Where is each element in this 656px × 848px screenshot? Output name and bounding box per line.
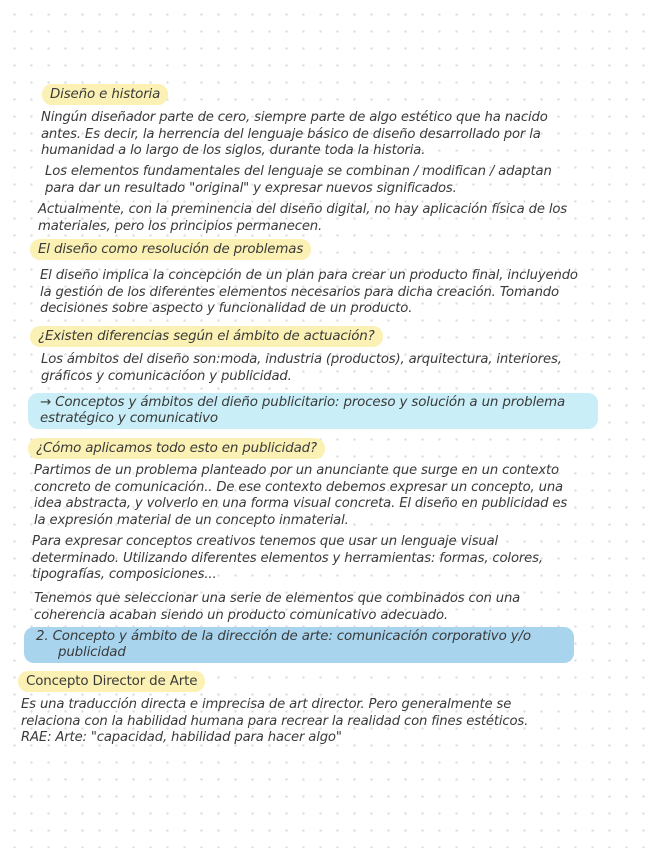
text-line: Para expresar conceptos creativos tenemos que usar un lenguaje visual <box>32 534 499 549</box>
text-line: antes. Es decir, la herrencia del lenguaje básico de diseño desarrollado por la <box>41 126 541 142</box>
paragraph-seleccionar-elementos <box>34 591 520 624</box>
text-line: El diseño implica la concepción de un plan para crear un producto final, incluyendo <box>40 268 578 283</box>
text-line: determinado. Utilizando diferentes elementos y herramientas: formas, colores, <box>32 550 543 566</box>
text-line: la expresión material de un concepto inmaterial. <box>34 512 349 528</box>
paragraph-plan <box>40 268 578 318</box>
heading-aplicar-publicidad: ¿Cómo aplicamos todo esto en publicidad? <box>28 438 325 459</box>
paragraph-lenguaje-visual <box>32 534 543 584</box>
text-line: concreto de comunicación.. De ese contexto debemos expresar un concepto, una <box>34 479 563 495</box>
heading-concepto-director-arte: Concepto Director de Arte <box>18 671 205 692</box>
paragraph-elementos <box>45 164 552 197</box>
text-line: Ningún diseñador parte de cero, siempre parte de algo estético que ha nacido <box>41 110 548 125</box>
text-line: tipografías, composiciones... <box>32 567 217 582</box>
heading-direccion-arte <box>24 627 574 663</box>
text-line: gráficos y comunicacióon y publicidad. <box>41 368 292 384</box>
paragraph-art-director <box>21 697 528 747</box>
text-line: Los elementos fundamentales del lenguaje se combinan / modifican / adaptan <box>45 164 552 179</box>
text-line: decisiones sobre aspecto y funcionalidad de un producto. <box>40 301 413 316</box>
text-line: Partimos de un problema planteado por un anunciante que surge en un contexto <box>34 463 559 478</box>
heading-diseno-historia: Diseño e historia <box>42 84 168 105</box>
text-line: → Conceptos y ámbitos del dieño publicitario: proceso y solución a un problema <box>40 395 566 410</box>
text-line: 2. Concepto y ámbito de la dirección de arte: comunicación corporativo y/o <box>36 629 531 644</box>
heading-ambito-actuacion: ¿Existen diferencias según el ámbito de actuación? <box>30 326 383 347</box>
text-line: para dar un resultado "original" y expresar nuevos significados. <box>45 180 457 196</box>
text-line: Actualmente, con la preminencia del diseño digital, no hay aplicación física de los <box>38 202 568 217</box>
text-line: materiales, pero los principios permanecen. <box>38 218 323 234</box>
paragraph-digital <box>38 202 567 235</box>
text-line: Es una traducción directa e imprecisa de art director. Pero generalmente se <box>21 697 512 712</box>
text-line: la gestión de los diferentes elementos necesarios para dicha creación. Tomando <box>40 284 559 300</box>
paragraph-problema-anunciante <box>34 463 567 529</box>
text-line: idea abstracta, y volverlo en una forma visual concreta. El diseño en publicidad es <box>34 496 568 511</box>
text-line: Los ámbitos del diseño son:moda, industria (productos), arquitectura, interiores, <box>41 352 562 367</box>
paragraph-herencia <box>41 110 548 160</box>
text-line: publicidad <box>58 645 126 660</box>
paragraph-ambitos <box>41 352 562 385</box>
text-line: estratégico y comunicativo <box>40 411 218 426</box>
text-line: humanidad a lo largo de los siglos, durante toda la historia. <box>41 143 426 158</box>
text-line: relaciona con la habilidad humana para recrear la realidad con fines estéticos. <box>21 713 529 729</box>
text-line: Tenemos que seleccionar una serie de elementos que combinados con una <box>34 591 521 606</box>
text-line: RAE: Arte: "capacidad, habilidad para hacer algo" <box>21 730 342 745</box>
heading-resolucion-problemas: El diseño como resolución de problemas <box>30 239 311 260</box>
heading-conceptos-publicitario <box>28 393 598 429</box>
text-line: coherencia acaban siendo un producto comunicativo adecuado. <box>34 607 448 623</box>
